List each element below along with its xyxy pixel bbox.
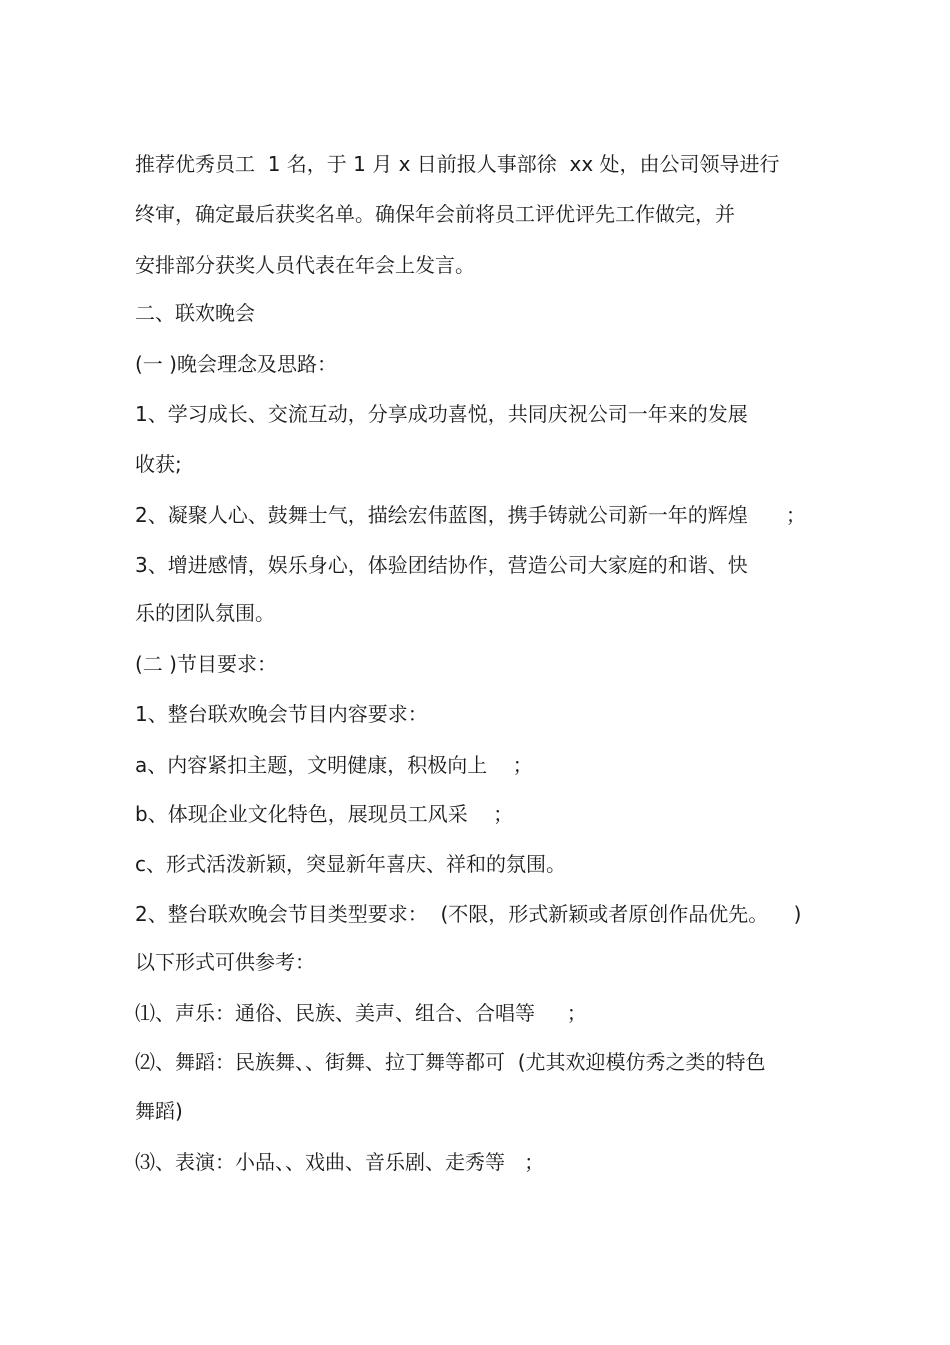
text-line: 安排部分获奖人员代表在年会上发言。 bbox=[135, 253, 475, 277]
text-line: 舞蹈) bbox=[135, 1099, 183, 1123]
subsection-heading: (二 )节目要求： bbox=[135, 652, 277, 676]
text-line: b、体现企业文化特色，展现员工风采 ； bbox=[135, 802, 514, 826]
text-line: ⑴、声乐：通俗、民族、美声、组合、合唱等 ； bbox=[135, 1001, 587, 1025]
text-line: c、形式活泼新颖，突显新年喜庆、祥和的氛围。 bbox=[135, 852, 566, 876]
section-heading: 二、联欢晚会 bbox=[135, 301, 255, 325]
text-line: 2、凝聚人心、鼓舞士气，描绘宏伟蓝图，携手铸就公司新一年的辉煌 ； bbox=[135, 503, 806, 527]
text-line: ⑶、表演：小品、、戏曲、音乐剧、走秀等 ； bbox=[135, 1150, 545, 1174]
text-line: a、内容紧扣主题，文明健康，积极向上 ； bbox=[135, 753, 533, 777]
text-line: 终审，确定最后获奖名单。确保年会前将员工评优评先工作做完，并 bbox=[135, 202, 735, 226]
text-line: 1、整台联欢晚会节目内容要求： bbox=[135, 702, 428, 726]
text-line: 2、整台联欢晚会节目类型要求： (不限，形式新颖或者原创作品优先。 ) bbox=[135, 902, 802, 926]
text-line: 推荐优秀员工 1 名，于 1 月 x 日前报人事部徐 xx 处，由公司领导进行 bbox=[135, 152, 780, 176]
text-line: 3、增进感情，娱乐身心，体验团结协作，营造公司大家庭的和谐、快 bbox=[135, 553, 748, 577]
text-line: 以下形式可供参考： bbox=[135, 950, 315, 974]
text-line: ⑵、舞蹈：民族舞、、街舞、拉丁舞等都可 (尤其欢迎模仿秀之类的特色 bbox=[135, 1050, 766, 1074]
text-line: 1、学习成长、交流互动，分享成功喜悦，共同庆祝公司一年来的发展 bbox=[135, 402, 748, 426]
text-line: 收获; bbox=[135, 452, 182, 476]
subsection-heading: (一 )晚会理念及思路： bbox=[135, 352, 337, 376]
text-line: 乐的团队氛围。 bbox=[135, 601, 275, 625]
